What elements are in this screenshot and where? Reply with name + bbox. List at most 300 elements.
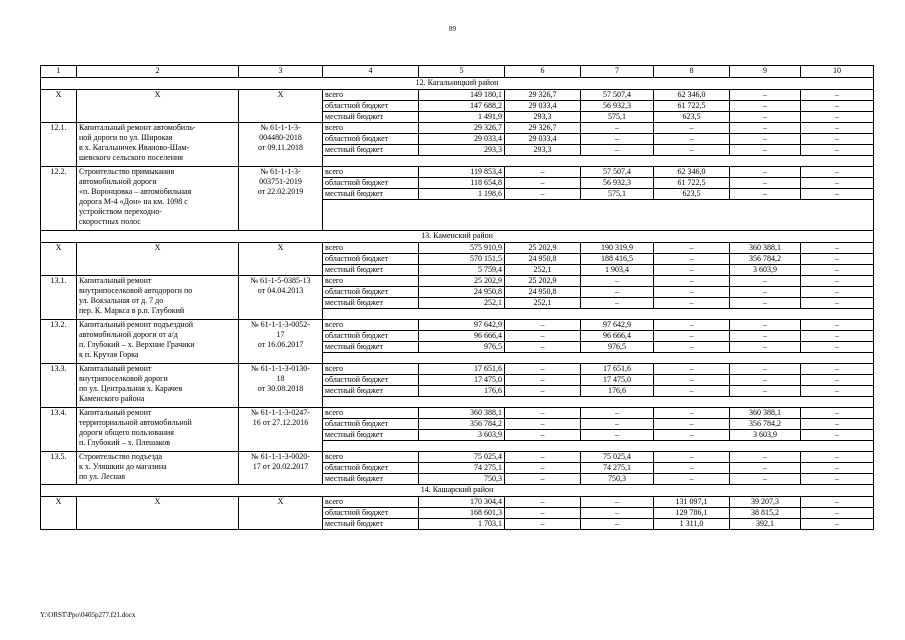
value-cell: –	[581, 134, 654, 145]
budget-category: местный бюджет	[323, 265, 419, 276]
column-number: 9	[730, 66, 801, 78]
value-cell: –	[801, 243, 874, 254]
project-name-line: в х. Кагальничек Иваново-Шам-	[79, 143, 190, 152]
value-cell: –	[581, 123, 654, 134]
value-cell: 360 388,1	[730, 408, 801, 419]
budget-category: местный бюджет	[323, 112, 419, 123]
value-cell: –	[654, 408, 730, 419]
value-cell: –	[801, 189, 874, 200]
district-header-row	[41, 485, 874, 497]
project-name-line: ной дороги по ул. Широкая	[79, 133, 173, 142]
value-cell: 74 275,1	[419, 463, 505, 474]
column-number-row	[41, 66, 874, 78]
summary-x-mark: X	[41, 497, 77, 530]
budget-category: областной бюджет	[323, 254, 419, 265]
value-cell: 131 097,1	[654, 497, 730, 508]
value-cell: –	[581, 497, 654, 508]
value-cell: 96 666,4	[581, 331, 654, 342]
project-name-line: ул. Вокзальная от д. 7 до	[79, 296, 164, 305]
value-cell: –	[730, 463, 801, 474]
value-cell: –	[730, 145, 801, 156]
value-cell: 168 601,3	[419, 508, 505, 519]
value-cell: 17 651,6	[581, 364, 654, 375]
value-cell: –	[801, 276, 874, 287]
value-cell: 61 722,5	[654, 101, 730, 112]
value-cell: 3 603,9	[419, 430, 505, 441]
value-cell: 5 759,4	[419, 265, 505, 276]
summary-x-mark: X	[239, 90, 323, 123]
project-name-line: Строительство примыкания	[79, 167, 175, 176]
budget-category: всего	[323, 167, 419, 178]
value-cell: –	[505, 474, 581, 485]
value-cell: 252,1	[505, 265, 581, 276]
value-cell: –	[505, 342, 581, 353]
value-cell: 252,1	[419, 298, 505, 309]
project-document-line: от 22.02.2019	[257, 187, 304, 196]
project-name-line: Капитальный ремонт	[79, 408, 152, 417]
project-name-line: Капитальный ремонт	[79, 364, 152, 373]
value-cell: 96 666,4	[419, 331, 505, 342]
summary-x-mark: X	[77, 497, 239, 530]
value-cell: –	[654, 386, 730, 397]
value-cell: –	[801, 287, 874, 298]
value-cell: 97 642,9	[581, 320, 654, 331]
budget-category: областной бюджет	[323, 331, 419, 342]
budget-category: областной бюджет	[323, 375, 419, 386]
value-cell: 119 853,4	[419, 167, 505, 178]
value-cell: 29 033,4	[505, 134, 581, 145]
column-number: 7	[581, 66, 654, 78]
value-cell: –	[730, 342, 801, 353]
value-cell: –	[801, 145, 874, 156]
budget-category: местный бюджет	[323, 519, 419, 530]
value-cell: 170 304,4	[419, 497, 505, 508]
value-cell: –	[801, 519, 874, 530]
value-cell: 1 491,9	[419, 112, 505, 123]
page-number: 89	[449, 25, 456, 33]
value-cell: –	[730, 386, 801, 397]
value-cell: 623,5	[654, 112, 730, 123]
district-summary-row	[41, 243, 874, 254]
value-cell: –	[801, 320, 874, 331]
value-cell: –	[730, 134, 801, 145]
value-cell: 118 654,8	[419, 178, 505, 189]
project-document	[239, 167, 323, 231]
project-number: 13.5.	[41, 452, 77, 485]
value-cell: –	[654, 243, 730, 254]
value-cell: –	[801, 101, 874, 112]
value-cell: 976,5	[581, 342, 654, 353]
budget-category: местный бюджет	[323, 430, 419, 441]
value-cell: 25 202,9	[505, 276, 581, 287]
budget-category: областной бюджет	[323, 463, 419, 474]
empty-cell	[323, 441, 874, 452]
project-document-line: 004480-2018	[259, 133, 302, 142]
value-cell: –	[801, 112, 874, 123]
value-cell: 252,1	[505, 298, 581, 309]
value-cell: 188 416,5	[581, 254, 654, 265]
project-document	[239, 123, 323, 167]
budget-category: областной бюджет	[323, 508, 419, 519]
value-cell: 356 784,2	[730, 254, 801, 265]
value-cell: 392,1	[730, 519, 801, 530]
value-cell: –	[801, 364, 874, 375]
summary-x-mark: X	[77, 243, 239, 276]
empty-cell	[323, 353, 874, 364]
column-number: 5	[419, 66, 505, 78]
value-cell: –	[801, 123, 874, 134]
value-cell: 293,3	[505, 145, 581, 156]
project-name-line: дорога М-4 «Дон» на км. 1098 с	[79, 197, 188, 206]
project-name-line: Строительство подъезда	[79, 452, 163, 461]
budget-category: всего	[323, 276, 419, 287]
district-summary-row	[41, 497, 874, 508]
value-cell: –	[801, 167, 874, 178]
budget-category: местный бюджет	[323, 189, 419, 200]
value-cell: 1 903,4	[581, 265, 654, 276]
project-name-line: внутрипоселковой автодороги по	[79, 286, 193, 295]
value-cell: –	[581, 430, 654, 441]
project-document-line: 17 от 20.02.2017	[252, 462, 309, 471]
value-cell: 62 346,0	[654, 90, 730, 101]
value-cell: –	[654, 375, 730, 386]
value-cell: –	[505, 178, 581, 189]
column-number: 1	[41, 66, 77, 78]
project-name-line: территориальной автомобильной	[79, 418, 192, 427]
project-name-line: Капитальный ремонт	[79, 276, 152, 285]
value-cell: –	[654, 134, 730, 145]
value-cell: 29 033,4	[505, 101, 581, 112]
value-cell: –	[730, 320, 801, 331]
project-name	[77, 276, 239, 320]
value-cell: –	[801, 474, 874, 485]
value-cell: –	[801, 463, 874, 474]
column-number: 3	[239, 66, 323, 78]
project-number: 13.2.	[41, 320, 77, 364]
value-cell: 24 950,8	[505, 287, 581, 298]
empty-cell	[323, 397, 874, 408]
project-name-line: пер. К. Маркса в р.п. Глубокий	[79, 306, 185, 315]
project-name-line: Каменского района	[79, 394, 145, 403]
value-cell: 3 603,9	[730, 265, 801, 276]
district-title: 13. Каменский район	[41, 231, 874, 243]
value-cell: –	[730, 112, 801, 123]
value-cell: –	[581, 419, 654, 430]
value-cell: –	[654, 320, 730, 331]
project-row	[41, 320, 874, 331]
value-cell: –	[654, 331, 730, 342]
value-cell: –	[730, 178, 801, 189]
project-name-line: п. Глубокий – х. Верхние Грачики	[79, 340, 195, 349]
budget-category: местный бюджет	[323, 474, 419, 485]
empty-cell	[323, 309, 874, 320]
value-cell: 74 275,1	[581, 463, 654, 474]
project-name	[77, 408, 239, 452]
value-cell: –	[730, 167, 801, 178]
summary-x-mark: X	[41, 243, 77, 276]
project-number: 13.3.	[41, 364, 77, 408]
value-cell: 17 651,6	[419, 364, 505, 375]
value-cell: –	[505, 519, 581, 530]
budget-category: всего	[323, 452, 419, 463]
project-name-line: п. Глубокий – х. Плешаков	[79, 438, 170, 447]
project-row	[41, 364, 874, 375]
budget-category: местный бюджет	[323, 342, 419, 353]
value-cell: 25 202,9	[419, 276, 505, 287]
budget-category: местный бюджет	[323, 386, 419, 397]
value-cell: 57 507,4	[581, 90, 654, 101]
column-number: 6	[505, 66, 581, 78]
budget-category: всего	[323, 497, 419, 508]
project-row	[41, 276, 874, 287]
value-cell: 75 025,4	[581, 452, 654, 463]
project-number: 12.2.	[41, 167, 77, 231]
project-document	[239, 364, 323, 408]
value-cell: 25 202,9	[505, 243, 581, 254]
value-cell: 57 507,4	[581, 167, 654, 178]
value-cell: 356 784,2	[730, 419, 801, 430]
project-document-line: № 61-1-5-0385-13	[250, 276, 311, 285]
value-cell: –	[730, 90, 801, 101]
value-cell: 24 950,8	[419, 287, 505, 298]
district-header-row	[41, 78, 874, 90]
value-cell: –	[505, 463, 581, 474]
project-name-line: Капитальный ремонт подъездной	[79, 320, 193, 329]
value-cell: –	[505, 331, 581, 342]
project-document-line: от 09.11.2018	[257, 143, 304, 152]
value-cell: –	[505, 452, 581, 463]
value-cell: –	[654, 298, 730, 309]
project-name-line: к п. Крутая Горка	[79, 350, 139, 359]
value-cell: 356 784,2	[419, 419, 505, 430]
summary-x-mark: X	[239, 243, 323, 276]
value-cell: –	[730, 474, 801, 485]
district-summary-row	[41, 90, 874, 101]
value-cell: –	[801, 265, 874, 276]
value-cell: –	[801, 430, 874, 441]
project-name	[77, 364, 239, 408]
value-cell: 29 326,7	[419, 123, 505, 134]
budget-category: всего	[323, 90, 419, 101]
value-cell: 56 932,3	[581, 101, 654, 112]
value-cell: –	[505, 408, 581, 419]
value-cell: 97 642,9	[419, 320, 505, 331]
value-cell: –	[654, 430, 730, 441]
budget-category: местный бюджет	[323, 298, 419, 309]
value-cell: 29 326,7	[505, 123, 581, 134]
project-name	[77, 452, 239, 485]
value-cell: 293,3	[505, 112, 581, 123]
value-cell: 75 025,4	[419, 452, 505, 463]
budget-category: областной бюджет	[323, 178, 419, 189]
project-row	[41, 167, 874, 178]
project-row	[41, 123, 874, 134]
value-cell: –	[654, 474, 730, 485]
value-cell: –	[505, 364, 581, 375]
value-cell: –	[801, 497, 874, 508]
project-document	[239, 320, 323, 364]
value-cell: –	[801, 254, 874, 265]
project-name-line: скоростных полос	[79, 217, 141, 226]
value-cell: –	[801, 134, 874, 145]
value-cell: –	[730, 276, 801, 287]
project-name-line: Капитальный ремонт автомобиль-	[79, 123, 196, 132]
value-cell: 360 388,1	[730, 243, 801, 254]
project-document-line: от 30.08.2018	[257, 384, 304, 393]
value-cell: 750,3	[419, 474, 505, 485]
project-document-line: 17	[276, 330, 285, 339]
value-cell: 190 319,9	[581, 243, 654, 254]
value-cell: –	[505, 375, 581, 386]
value-cell: –	[581, 276, 654, 287]
value-cell: –	[581, 145, 654, 156]
project-document-line: № 61-1-1-3-0130-	[251, 364, 310, 373]
value-cell: –	[654, 287, 730, 298]
value-cell: –	[654, 254, 730, 265]
value-cell: –	[730, 189, 801, 200]
budget-category: областной бюджет	[323, 287, 419, 298]
project-name-line: автомобильной дороги от а/д	[79, 330, 178, 339]
value-cell: 149 180,1	[419, 90, 505, 101]
project-row	[41, 408, 874, 419]
value-cell: 575,1	[581, 112, 654, 123]
project-name	[77, 320, 239, 364]
value-cell: –	[581, 298, 654, 309]
value-cell: –	[801, 419, 874, 430]
value-cell: –	[730, 123, 801, 134]
value-cell: –	[581, 519, 654, 530]
project-document-line: № 61-1-1-3-	[260, 123, 301, 132]
summary-x-mark: X	[41, 90, 77, 123]
project-document-line: № 61-1-1-3-0020-	[251, 452, 310, 461]
value-cell: 750,3	[581, 474, 654, 485]
project-number: 13.4.	[41, 408, 77, 452]
value-cell: –	[581, 408, 654, 419]
project-document-line: 16 от 27.12.2016	[252, 418, 309, 427]
column-number: 8	[654, 66, 730, 78]
empty-cell	[323, 200, 874, 231]
value-cell: 17 475,0	[581, 375, 654, 386]
project-document-line: от 04.04.2013	[257, 286, 304, 295]
value-cell: 976,5	[419, 342, 505, 353]
value-cell: –	[730, 364, 801, 375]
value-cell: –	[654, 276, 730, 287]
project-document	[239, 452, 323, 485]
value-cell: –	[505, 430, 581, 441]
value-cell: –	[505, 189, 581, 200]
column-number: 4	[323, 66, 419, 78]
project-document-line: от 16.06.2017	[257, 340, 304, 349]
value-cell: 1 198,6	[419, 189, 505, 200]
value-cell: –	[730, 375, 801, 386]
budget-category: всего	[323, 320, 419, 331]
project-name-line: устройством переходно-	[79, 207, 162, 216]
value-cell: –	[654, 265, 730, 276]
project-number: 13.1.	[41, 276, 77, 320]
summary-x-mark: X	[77, 90, 239, 123]
value-cell: –	[654, 145, 730, 156]
budget-table	[40, 65, 874, 530]
value-cell: –	[505, 386, 581, 397]
value-cell: 575 910,9	[419, 243, 505, 254]
value-cell: 56 932,3	[581, 178, 654, 189]
value-cell: –	[801, 342, 874, 353]
project-name-line: шевского сельского поселения	[79, 153, 183, 162]
value-cell: 129 786,1	[654, 508, 730, 519]
project-name-line: к х. Уляшкин до магазина	[79, 462, 167, 471]
value-cell: –	[801, 331, 874, 342]
value-cell: –	[654, 123, 730, 134]
project-name	[77, 167, 239, 231]
value-cell: 29 326,7	[505, 90, 581, 101]
value-cell: 293,3	[419, 145, 505, 156]
value-cell: –	[654, 419, 730, 430]
value-cell: –	[801, 452, 874, 463]
project-document-line: № 61-1-1-3-0247-	[251, 408, 310, 417]
district-title: 14. Кашарский район	[41, 485, 874, 497]
budget-category: всего	[323, 364, 419, 375]
project-name-line: по ул. Центральная х. Карачев	[79, 384, 183, 393]
value-cell: –	[801, 386, 874, 397]
budget-category: областной бюджет	[323, 134, 419, 145]
summary-x-mark: X	[239, 497, 323, 530]
value-cell: –	[730, 101, 801, 112]
value-cell: –	[801, 298, 874, 309]
value-cell: 1 703,1	[419, 519, 505, 530]
footer-file-path: Y:\ORST\Ppo\0405p277.f21.docx	[40, 611, 136, 619]
project-document	[239, 276, 323, 320]
value-cell: 1 311,0	[654, 519, 730, 530]
value-cell: –	[654, 452, 730, 463]
value-cell: –	[730, 287, 801, 298]
value-cell: –	[654, 364, 730, 375]
budget-category: местный бюджет	[323, 145, 419, 156]
value-cell: 176,6	[419, 386, 505, 397]
project-document	[239, 408, 323, 452]
value-cell: –	[505, 508, 581, 519]
value-cell: 38 815,2	[730, 508, 801, 519]
value-cell: –	[730, 331, 801, 342]
value-cell: 623,5	[654, 189, 730, 200]
project-name	[77, 123, 239, 167]
project-name-line: «п. Воронцовка – автомобильная	[79, 187, 192, 196]
value-cell: –	[654, 342, 730, 353]
value-cell: 360 388,1	[419, 408, 505, 419]
column-number: 2	[77, 66, 239, 78]
budget-category: всего	[323, 123, 419, 134]
project-document-line: 003751-2019	[259, 177, 302, 186]
value-cell: –	[730, 452, 801, 463]
value-cell: –	[801, 508, 874, 519]
project-name-line: автомобильной дороги	[79, 177, 157, 186]
empty-cell	[323, 156, 874, 167]
value-cell: 24 950,8	[505, 254, 581, 265]
value-cell: 29 033,4	[419, 134, 505, 145]
value-cell: 62 346,0	[654, 167, 730, 178]
value-cell: 61 722,5	[654, 178, 730, 189]
value-cell: –	[581, 287, 654, 298]
budget-category: всего	[323, 243, 419, 254]
project-document-line: № 61-1-1-3-0052-	[251, 320, 310, 329]
value-cell: –	[505, 167, 581, 178]
value-cell: 570 151,5	[419, 254, 505, 265]
value-cell: –	[730, 298, 801, 309]
value-cell: 176,6	[581, 386, 654, 397]
column-number: 10	[801, 66, 874, 78]
value-cell: 147 688,2	[419, 101, 505, 112]
project-name-line: внутрипоселковой дороги	[79, 374, 168, 383]
project-document-line: 18	[276, 374, 285, 383]
